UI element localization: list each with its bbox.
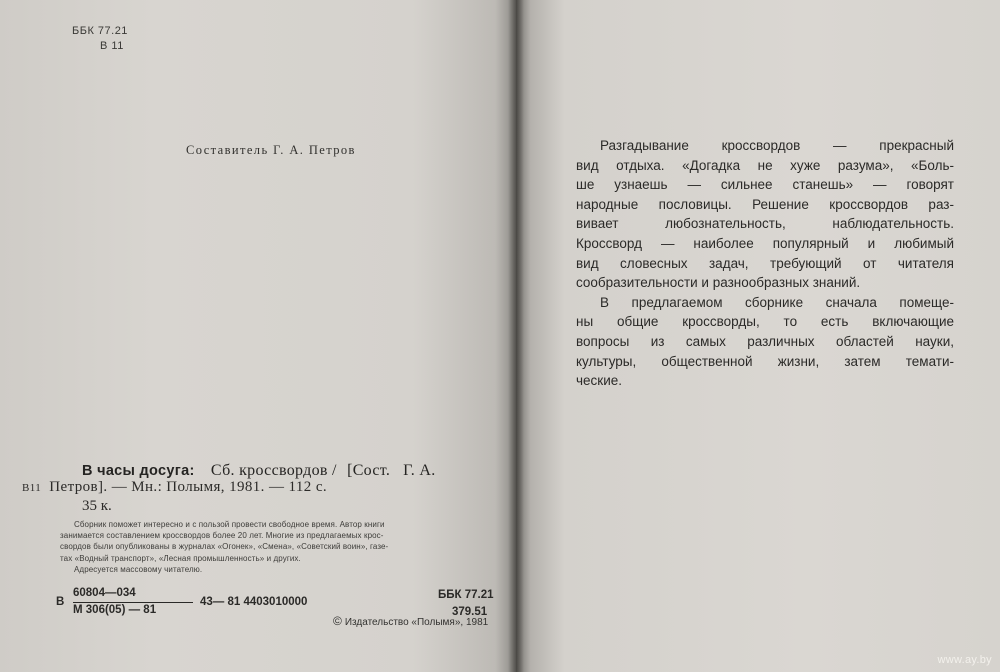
copyright-text: Издательство «Полымя», 1981 <box>344 617 489 628</box>
preface-line: вид отдыха. «Догадка не хуже разума», «Боль- <box>576 157 954 173</box>
annotation-line: свордов были опубликованы в журналах «Огонек», «Смена», «Советский воин», газе- <box>60 542 389 552</box>
annotation-line: занимается составлением кроссвордов более 20 лет. Многие из предлагаемых крос- <box>60 531 384 541</box>
bbk-code: ББК 77.21 <box>72 25 128 37</box>
udk-code: 379.51 <box>452 606 488 618</box>
bbk-bottom-code: ББК 77.21 <box>438 589 494 601</box>
preface-line: народные пословицы. Решение кроссвордов раз- <box>576 196 954 212</box>
catalog-title: В часы досуга: <box>82 463 195 479</box>
copyright-line <box>333 614 488 628</box>
preface-line: сообразительности и разнообразных знаний. <box>576 275 861 291</box>
preface-line: ны общие кроссворды, то есть включающие <box>576 314 954 330</box>
preface-line: вид словесных задач, требующий от читателя <box>576 255 954 271</box>
annotation-line: Адресуется массовому читателю. <box>74 564 203 574</box>
bbk-index: В 11 <box>100 40 124 52</box>
classification-denominator: М 306(05) — 81 <box>73 604 157 616</box>
book-annotation <box>60 519 510 575</box>
preface-line: культуры, общественной жизни, затем темати- <box>576 353 954 369</box>
classification-letter: В <box>56 596 65 608</box>
bbk-classification <box>72 24 128 54</box>
preface-line: Разгадывание кроссвордов — прекрасный <box>600 138 954 153</box>
annotation-line: тах «Водный транспорт», «Лесная промышленность» и других. <box>60 553 301 563</box>
preface-line: В предлагаемом сборнике сначала помеще- <box>600 294 954 310</box>
preface-text <box>576 136 954 391</box>
preface-line: ческие. <box>576 373 622 389</box>
preface-line: Кроссворд — наиболее популярный и любимый <box>576 235 954 251</box>
catalog-subtitle: Сб. кроссвордов / <box>210 462 337 479</box>
fraction-divider <box>73 602 193 603</box>
copyright-symbol: © <box>333 614 342 628</box>
preface-line: ше узнаешь — сильнее станешь» — говорят <box>576 177 954 193</box>
classification-tail: 43— 81 4403010000 <box>200 596 308 608</box>
preface-line: вопросы из самых различных областей науки, <box>576 333 954 349</box>
catalog-code: В11 <box>22 482 42 494</box>
catalog-price: 35 к. <box>82 498 112 514</box>
preface-line: вивает любознательность, наблюдательность. <box>576 216 954 232</box>
classification-numerator: 60804—034 <box>73 587 136 599</box>
catalog-line-2 <box>22 479 327 496</box>
book-gutter <box>508 0 524 672</box>
watermark: www.ay.by <box>937 654 992 666</box>
catalog-imprint: Петров]. — Мн.: Полымя, 1981. — 112 с. <box>49 479 328 495</box>
compiler-credit: Составитель Г. А. Петров <box>186 143 356 157</box>
catalog-compiler-ref: [Сост. Г. А. <box>347 462 436 479</box>
annotation-line: Сборник поможет интересно и с пользой провести свободное время. Автор книги <box>74 520 385 529</box>
